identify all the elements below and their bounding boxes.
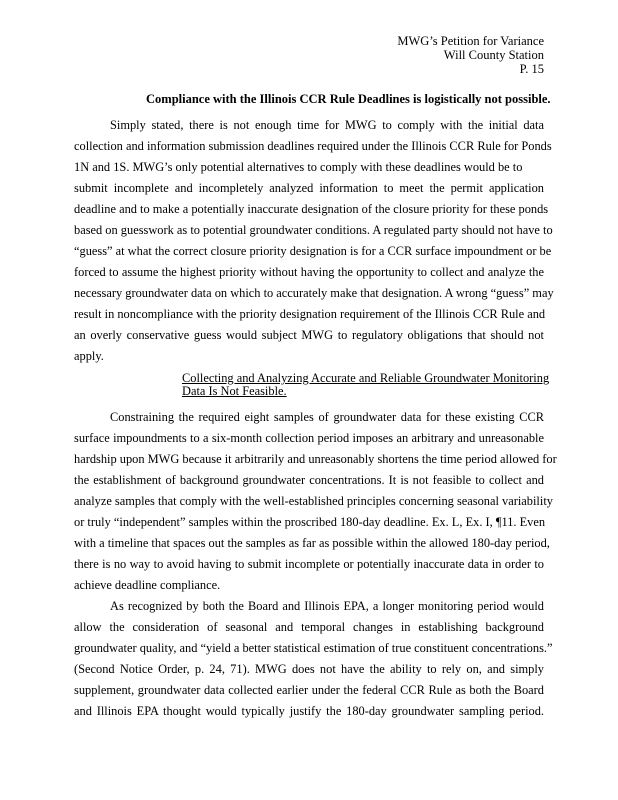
paragraph2-line-7: with a timeline that spaces out the samples as far as possible within the allowed 180-day period, xyxy=(74,536,550,550)
paragraph2-line-6: or truly “independent” samples within the proscribed 180-day deadline. Ex. L, Ex. I, ¶11. Even xyxy=(74,515,546,529)
paragraph1-line-2: collection and information submission deadlines required under the Illinois CCR Rule for Ponds xyxy=(74,139,552,153)
paragraph1-line-11: an overly conservative guess would subject MWG to regulatory obligations that should not xyxy=(74,328,544,342)
subheading-line-2: Data Is Not Feasible. xyxy=(182,384,287,398)
subheading-line-1: Collecting and Analyzing Accurate and Reliable Groundwater Monitoring xyxy=(182,371,550,385)
paragraph1-line-12: apply. xyxy=(74,349,104,363)
paragraph1-line-1: Simply stated, there is not enough time for MWG to comply with the initial data xyxy=(110,118,544,132)
paragraph1-line-6: based on guesswork as to potential groundwater conditions. A regulated party should not have to xyxy=(74,223,553,237)
section-heading: Compliance with the Illinois CCR Rule Deadlines is logistically not possible. xyxy=(146,92,551,106)
paragraph1-line-3: 1N and 1S. MWG’s only potential alternatives to comply with these deadlines would be to xyxy=(74,160,523,174)
paragraph3-line-6: and Illinois EPA thought would typically justify the 180-day groundwater sampling period. xyxy=(74,704,544,718)
paragraph2-line-4: the establishment of background groundwater concentrations. It is not feasible to collect and xyxy=(74,473,544,487)
paragraph1-line-9: necessary groundwater data on which to accurately make that designation. A wrong “guess” may xyxy=(74,286,554,300)
paragraph2-line-1: Constraining the required eight samples of groundwater data for these existing CCR xyxy=(110,410,544,424)
paragraph2-line-9: achieve deadline compliance. xyxy=(74,578,221,592)
paragraph1-line-4: submit incomplete and incompletely analyzed information to meet the permit application xyxy=(74,181,544,195)
paragraph1-line-10: result in noncompliance with the priority designation requirement of the Illinois CCR Rule and xyxy=(74,307,546,321)
paragraph3-line-2: allow the consideration of seasonal and temporal changes in establishing background xyxy=(74,620,544,634)
paragraph2-line-3: hardship upon MWG because it arbitrarily and unreasonably shortens the time period allowed for xyxy=(74,452,557,466)
paragraph3-line-1: As recognized by both the Board and Illinois EPA, a longer monitoring period would xyxy=(110,599,544,613)
paragraph2-line-8: there is no way to avoid having to submit incomplete or potentially inaccurate data in order to xyxy=(74,557,544,571)
header-station-name: Will County Station xyxy=(443,48,544,62)
header-petition-title: MWG’s Petition for Variance xyxy=(397,34,544,48)
paragraph3-line-5: supplement, groundwater data collected earlier under the federal CCR Rule as both the Board xyxy=(74,683,544,697)
paragraph1-line-8: forced to assume the highest priority without having the opportunity to collect and analyze the xyxy=(74,265,544,279)
page-header xyxy=(397,34,544,76)
paragraph1-line-5: deadline and to make a potentially inaccurate designation of the closure priority for these ponds xyxy=(74,202,549,216)
header-page-number: P. 15 xyxy=(519,62,544,76)
paragraph2-line-5: analyze samples that comply with the well-established principles concerning seasonal variability xyxy=(74,494,553,508)
paragraph3-line-4: (Second Notice Order, p. 24, 71). MWG does not have the ability to rely on, and simply xyxy=(74,662,544,676)
paragraph2-line-2: surface impoundments to a six-month collection period imposes an arbitrary and unreasonable xyxy=(74,431,544,445)
paragraph1-line-7: “guess” at what the correct closure priority designation is for a CCR surface impoundment or be xyxy=(74,244,552,258)
paragraph3-line-3: groundwater quality, and “yield a better statistical estimation of true constituent concentrations.” xyxy=(74,641,553,655)
